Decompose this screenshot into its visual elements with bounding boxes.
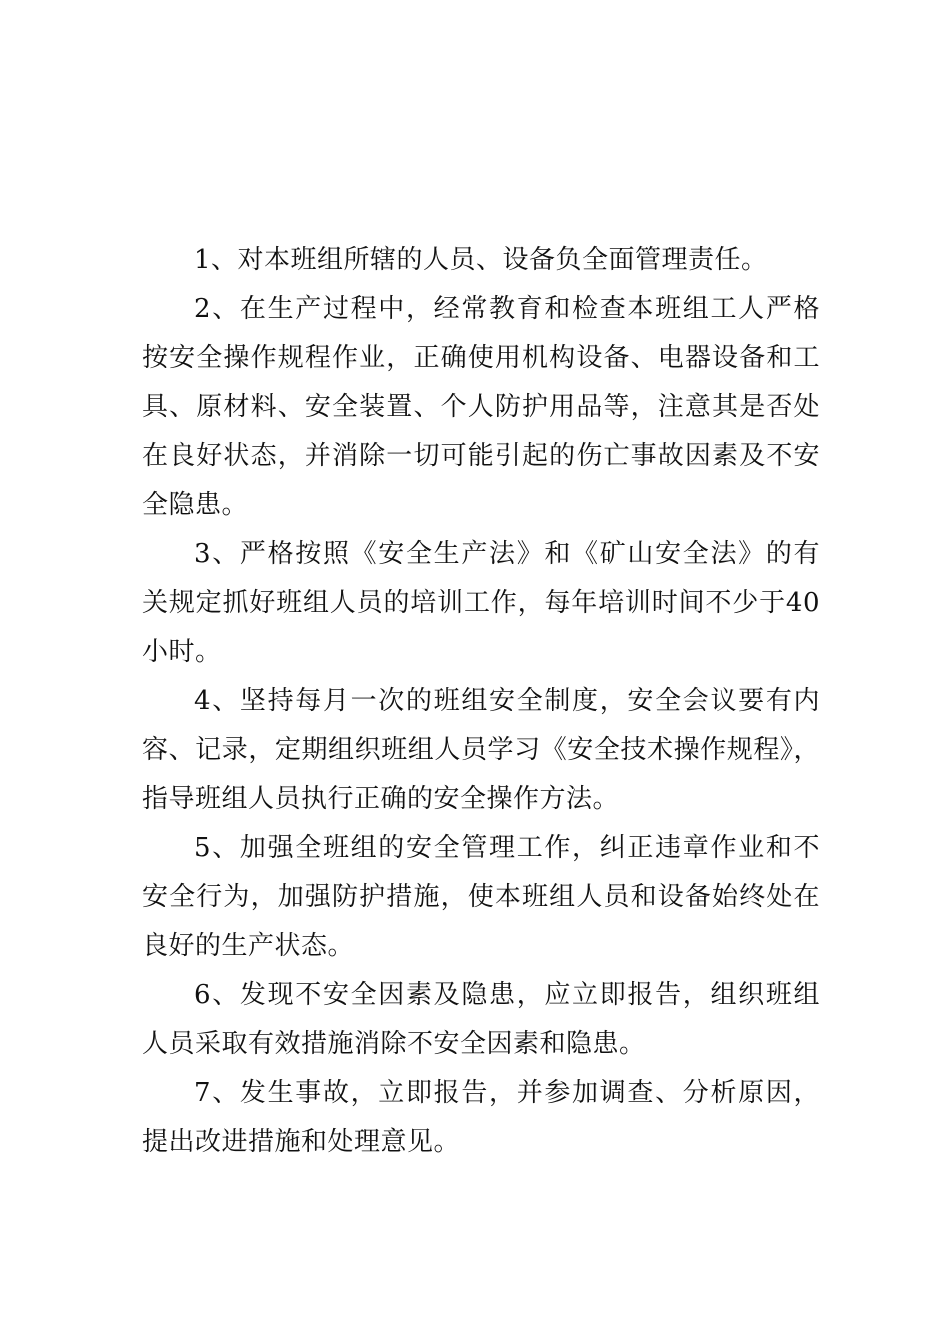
document-body — [142, 236, 820, 1167]
paragraph-1: 1、对本班组所辖的人员、设备负全面管理责任。 — [194, 245, 768, 275]
paragraph-3: 3、严格按照《安全生产法》和《矿山安全法》的有关规定抓好班组人员的培训工作，每年培训时间不少于40小时。 — [142, 539, 820, 667]
paragraph-2: 2、在生产过程中，经常教育和检查本班组工人严格按安全操作规程作业，正确使用机构设备、电器设备和工具、原材料、安全装置、个人防护用品等，注意其是否处在良好状态，并消除一切可能引起的伤亡事故因素及不安全隐患。 — [142, 294, 820, 520]
paragraph-7: 7、发生事故，立即报告，并参加调查、分析原因，提出改进措施和处理意见。 — [142, 1078, 820, 1157]
paragraph-4: 4、坚持每月一次的班组安全制度，安全会议要有内容、记录，定期组织班组人员学习《安全技术操作规程》，指导班组人员执行正确的安全操作方法。 — [142, 686, 820, 814]
paragraph-6: 6、发现不安全因素及隐患，应立即报告，组织班组人员采取有效措施消除不安全因素和隐患。 — [142, 980, 820, 1059]
paragraph-5: 5、加强全班组的安全管理工作，纠正违章作业和不安全行为，加强防护措施，使本班组人员和设备始终处在良好的生产状态。 — [142, 833, 820, 961]
